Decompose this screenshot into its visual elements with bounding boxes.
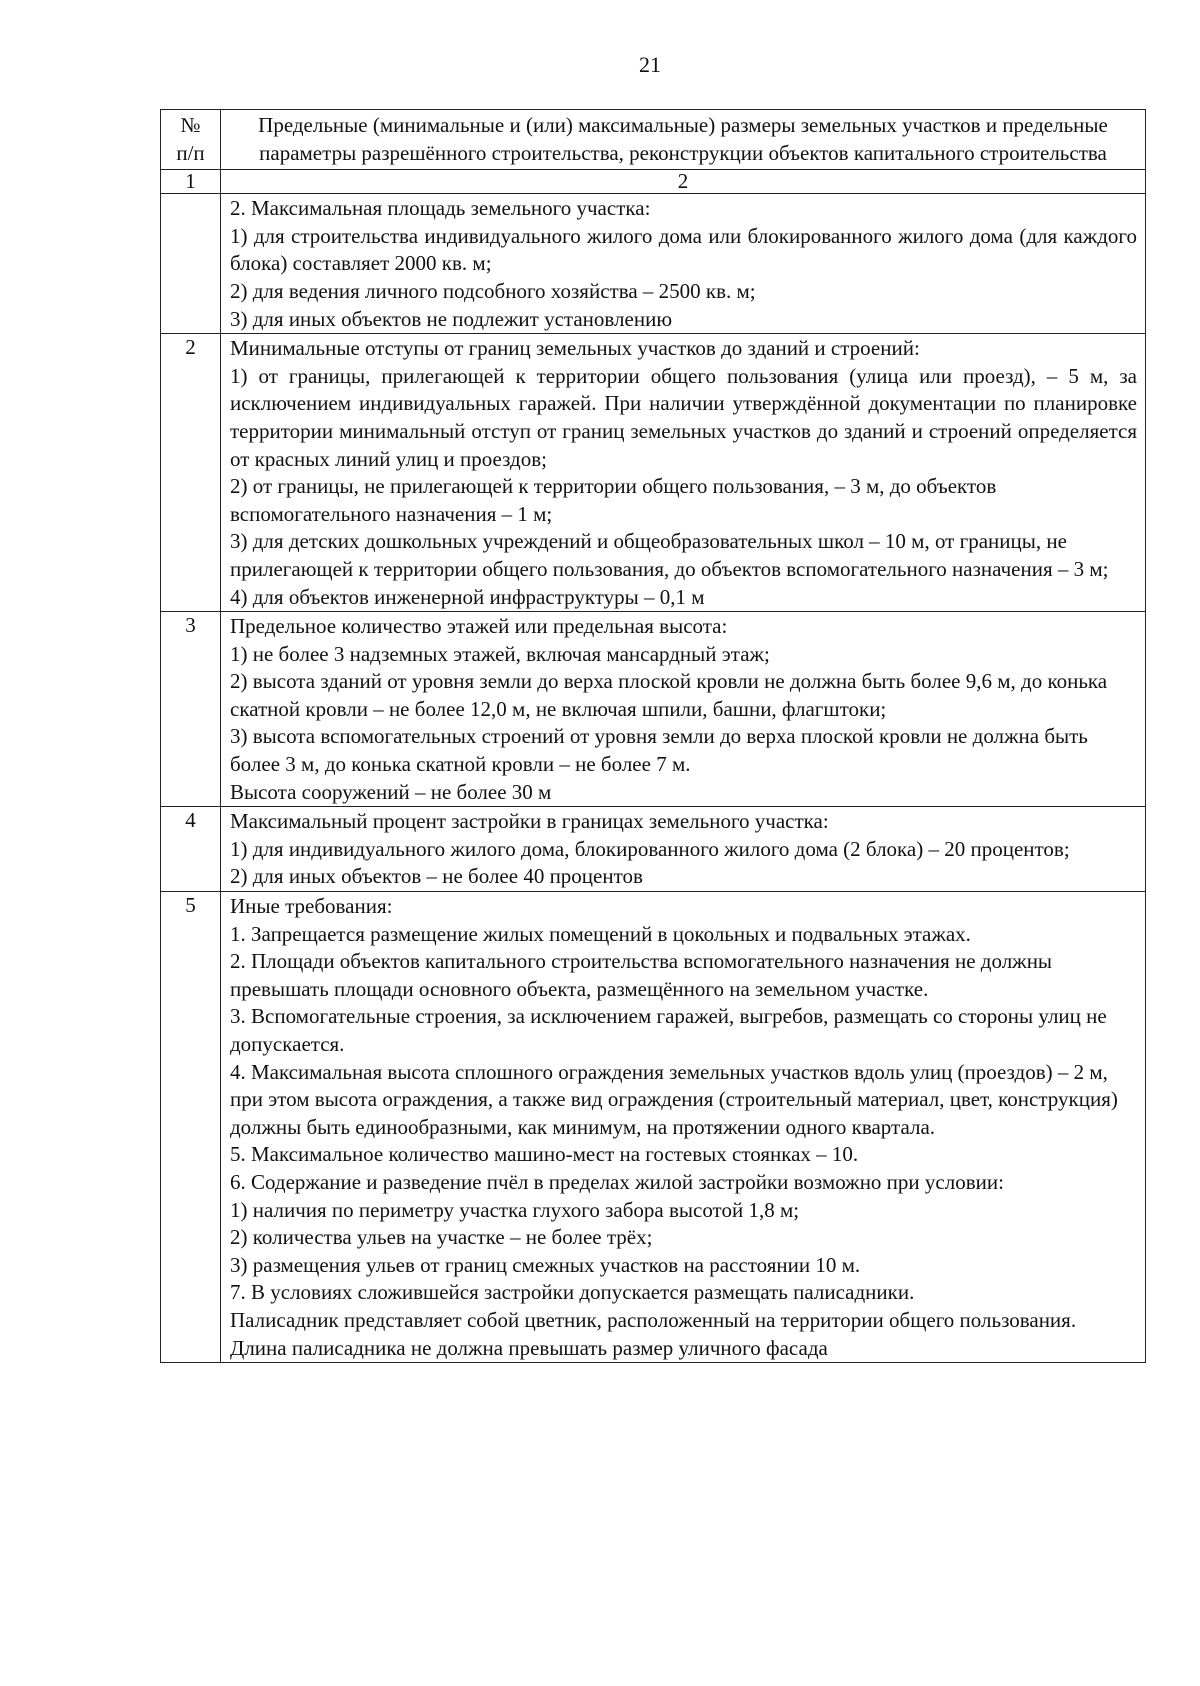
row-line: 3) для детских дошкольных учреждений и общеобразовательных школ – 10 м, от границы, не прилегающей к территории общего пользования, до объектов вспомогательного назначения – 3 м; [230, 529, 1109, 581]
row-number: 2 [161, 334, 221, 612]
column-header-title: Предельные (минимальные и (или) максимальные) размеры земельных участков и предельные параметры разрешённого строительства, реконструкции объектов капитального строительства [221, 110, 1146, 170]
row-number: 5 [161, 892, 221, 1363]
table-header-row [161, 110, 1146, 170]
row-line: Иные требования: [230, 894, 393, 919]
row-line: 2. Максимальная площадь земельного участка: [230, 196, 651, 221]
row-line: 2) для иных объектов – не более 40 процентов [230, 864, 643, 889]
row-line: 1) для строительства индивидуального жилого дома или блокированного жилого дома (для каждого блока) составляет 2000 кв. м; [230, 223, 1137, 276]
row-line: Предельное количество этажей или предельная высота: [230, 614, 728, 639]
table-row [161, 612, 1146, 807]
column-index-row [161, 170, 1146, 194]
column-header-number [161, 110, 221, 170]
row-line: 3) размещения ульев от границ смежных участков на расстоянии 10 м. [230, 1252, 861, 1277]
row-line: 2) высота зданий от уровня земли до верха плоской кровли не должна быть более 9,6 м, до конька скатной кровли – не более 12,0 м, не включая шпили, башни, флагштоки; [230, 669, 1108, 721]
number-sign: № [180, 113, 201, 137]
row-content [221, 892, 1146, 1363]
row-line: 3) высота вспомогательных строений от уровня земли до верха плоской кровли не должна быть более 3 м, до конька скатной кровли – не более 7 м. [230, 724, 1088, 777]
row-line: 2) для ведения личного подсобного хозяйства – 2500 кв. м; [230, 278, 756, 303]
row-content [221, 807, 1146, 892]
row-line: 5. Максимальное количество машино-мест на гостевых стоянках – 10. [230, 1142, 859, 1167]
row-line: 4) для объектов инженерной инфраструктуры – 0,1 м [230, 584, 705, 609]
row-line: 1. Запрещается размещение жилых помещений в цокольных и подвальных этажах. [230, 921, 971, 946]
row-line: 1) наличия по периметру участка глухого забора высотой 1,8 м; [230, 1197, 800, 1222]
row-content [221, 334, 1146, 612]
row-line: 4. Максимальная высота сплошного ограждения земельных участков вдоль улиц (проездов) – 2 м, при этом высота ограждения, а также вид ограждения (строительный материал, цвет, конструкция) должны быть единообразными, как минимум, на протяжении одного квартала. [230, 1059, 1118, 1139]
row-number: 4 [161, 807, 221, 892]
row-line: 2. Площади объектов капитального строительства вспомогательного назначения не должны превышать площади основного объекта, размещённого на земельном участке. [230, 949, 1053, 1001]
row-line: 2) от границы, не прилегающей к территории общего пользования, – 3 м, до объектов вспомогательного назначения – 1 м; [230, 474, 997, 526]
row-line: Максимальный процент застройки в границах земельного участка: [230, 809, 829, 834]
row-line: 1) для индивидуального жилого дома, блокированного жилого дома (2 блока) – 20 процентов; [230, 836, 1070, 861]
table-row [161, 334, 1146, 612]
row-line: 3) для иных объектов не подлежит установлению [230, 306, 673, 331]
row-line: 6. Содержание и разведение пчёл в пределах жилой застройки возможно при условии: [230, 1169, 1004, 1194]
regulations-table [160, 109, 1146, 1363]
row-number [161, 194, 221, 334]
column-index-2: 2 [221, 170, 1146, 194]
page-number: 21 [639, 52, 661, 77]
row-line: 1) не более 3 надземных этажей, включая мансардный этаж; [230, 641, 770, 666]
row-line: 1) от границы, прилегающей к территории общего пользования (улица или проезд), – 5 м, за исключением индивидуальных гаражей. При наличии утверждённой документации по планировке территории минимальный отступ от границ земельных участков до зданий и строений определяется от красных линий улиц и проездов; [230, 363, 1137, 471]
table-row [161, 807, 1146, 892]
row-line: Высота сооружений – не более 30 м [230, 779, 552, 804]
row-number: 3 [161, 612, 221, 807]
row-content [221, 194, 1146, 334]
table-row [161, 892, 1146, 1363]
row-line: Минимальные отступы от границ земельных участков до зданий и строений: [230, 336, 920, 361]
column-index-1: 1 [161, 170, 221, 194]
row-line: Палисадник представляет собой цветник, расположенный на территории общего пользования. Длина палисадника не должна превышать размер уличного фасада [230, 1307, 1077, 1360]
row-line: 3. Вспомогательные строения, за исключением гаражей, выгребов, размещать со стороны улиц не допускается. [230, 1004, 1107, 1056]
row-line: 7. В условиях сложившейся застройки допускается размещать палисадники. [230, 1280, 915, 1305]
table-row [161, 194, 1146, 334]
item-abbreviation: п/п [176, 140, 205, 165]
row-content [221, 612, 1146, 807]
row-line: 2) количества ульев на участке – не более трёх; [230, 1225, 653, 1250]
